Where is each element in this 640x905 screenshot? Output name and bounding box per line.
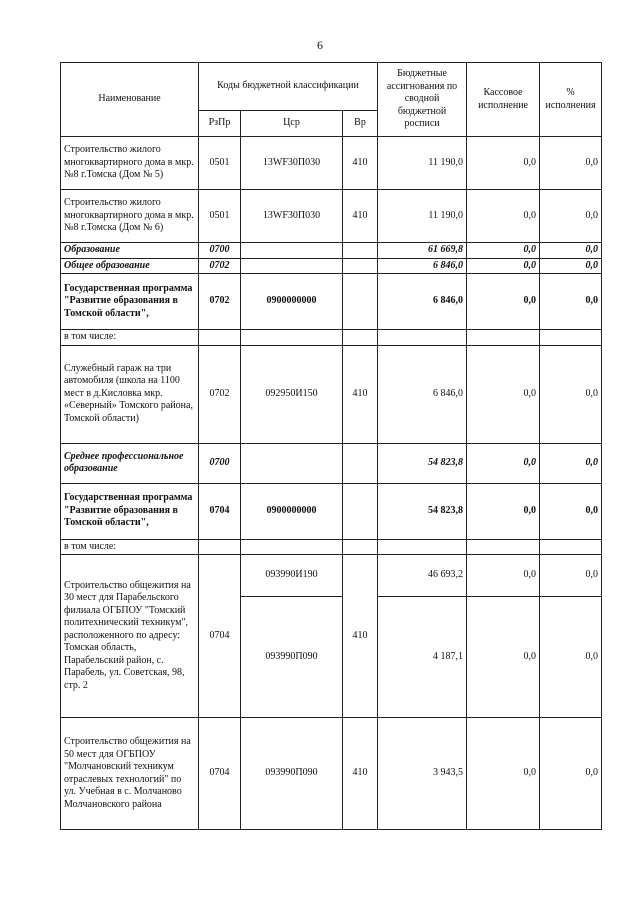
row-rzpr: 0700 xyxy=(199,443,241,483)
row-name: в том числе: xyxy=(61,330,199,346)
table-row xyxy=(61,190,602,243)
table-row xyxy=(61,345,602,443)
budget-table xyxy=(60,62,602,830)
row-vr xyxy=(343,243,378,259)
row-cash: 0,0 xyxy=(467,443,540,483)
row-cash: 0,0 xyxy=(467,555,540,597)
header-name: Наименование xyxy=(61,63,199,137)
row-cash: 0,0 xyxy=(467,718,540,830)
row-rzpr: 0501 xyxy=(199,137,241,190)
row-rzpr xyxy=(199,330,241,346)
row-percent xyxy=(540,330,602,346)
row-allocation: 11 190,0 xyxy=(378,190,467,243)
row-rzpr: 0704 xyxy=(199,555,241,718)
row-cash: 0,0 xyxy=(467,137,540,190)
table-row xyxy=(61,330,602,346)
row-name: Строительство жилого многоквартирного дома в мкр.№8 г.Томска (Дом № 6) xyxy=(61,190,199,243)
row-name: Государственная программа "Развитие образования в Томской области", xyxy=(61,274,199,330)
row-percent xyxy=(540,539,602,555)
row-vr: 410 xyxy=(343,718,378,830)
row-name: Среднее профессиональное образование xyxy=(61,443,199,483)
row-csr: 13WF30П030 xyxy=(241,190,343,243)
row-csr xyxy=(241,258,343,274)
row-csr: 093990И190 xyxy=(241,555,343,597)
row-csr: 0900000000 xyxy=(241,483,343,539)
row-allocation: 54 823,8 xyxy=(378,443,467,483)
row-vr: 410 xyxy=(343,345,378,443)
row-percent: 0,0 xyxy=(540,718,602,830)
row-rzpr: 0700 xyxy=(199,243,241,259)
row-allocation: 61 669,8 xyxy=(378,243,467,259)
row-percent: 0,0 xyxy=(540,555,602,597)
row-percent: 0,0 xyxy=(540,137,602,190)
row-csr: 0900000000 xyxy=(241,274,343,330)
row-name: Общее образование xyxy=(61,258,199,274)
row-name: Образование xyxy=(61,243,199,259)
row-cash: 0,0 xyxy=(467,274,540,330)
row-cash: 0,0 xyxy=(467,243,540,259)
row-allocation: 4 187,1 xyxy=(378,597,467,718)
header-rzpr: РзПр xyxy=(199,111,241,137)
row-vr: 410 xyxy=(343,555,378,718)
row-csr: 092950И150 xyxy=(241,345,343,443)
table-row xyxy=(61,718,602,830)
header-vr: Вр xyxy=(343,111,378,137)
row-allocation xyxy=(378,330,467,346)
row-rzpr: 0704 xyxy=(199,483,241,539)
table-row xyxy=(61,539,602,555)
row-allocation: 11 190,0 xyxy=(378,137,467,190)
row-rzpr: 0702 xyxy=(199,274,241,330)
header-percent: % исполнения xyxy=(540,63,602,137)
row-vr: 410 xyxy=(343,137,378,190)
row-cash: 0,0 xyxy=(467,483,540,539)
row-cash xyxy=(467,330,540,346)
row-allocation: 3 943,5 xyxy=(378,718,467,830)
row-rzpr: 0704 xyxy=(199,718,241,830)
row-csr xyxy=(241,443,343,483)
row-vr xyxy=(343,258,378,274)
header-csr: Цср xyxy=(241,111,343,137)
row-percent: 0,0 xyxy=(540,483,602,539)
table-row xyxy=(61,243,602,259)
row-csr xyxy=(241,539,343,555)
header-codes-group: Коды бюджетной классификации xyxy=(199,63,378,111)
row-vr xyxy=(343,330,378,346)
row-name: Строительство общежития на 30 мест для Парабельского филиала ОГБПОУ "Томский политехнический техникум", расположенного по адресу: Томская область, Парабельский район, с. Парабель, ул. Советская, 98, стр. 2 xyxy=(61,555,199,718)
row-percent: 0,0 xyxy=(540,258,602,274)
row-name: Строительство общежития на 50 мест для ОГБПОУ "Молчановский техникум отраслевых технологий" по ул. Учебная в с. Молчаново Молчановского района xyxy=(61,718,199,830)
table-row xyxy=(61,258,602,274)
header-allocations: Бюджетные ассигнования по сводной бюджетной росписи xyxy=(378,63,467,137)
header-cash: Кассовое исполнение xyxy=(467,63,540,137)
row-rzpr: 0501 xyxy=(199,190,241,243)
row-percent: 0,0 xyxy=(540,243,602,259)
row-rzpr xyxy=(199,539,241,555)
row-allocation: 6 846,0 xyxy=(378,258,467,274)
row-allocation: 6 846,0 xyxy=(378,345,467,443)
row-vr xyxy=(343,274,378,330)
header-row-top xyxy=(61,63,602,111)
row-rzpr: 0702 xyxy=(199,345,241,443)
row-csr xyxy=(241,243,343,259)
row-cash: 0,0 xyxy=(467,345,540,443)
row-csr: 093990П090 xyxy=(241,718,343,830)
row-allocation: 46 693,2 xyxy=(378,555,467,597)
row-percent: 0,0 xyxy=(540,190,602,243)
row-csr xyxy=(241,330,343,346)
page-number: 6 xyxy=(317,38,323,52)
row-percent: 0,0 xyxy=(540,443,602,483)
row-vr xyxy=(343,443,378,483)
row-cash: 0,0 xyxy=(467,258,540,274)
row-name: Государственная программа "Развитие образования в Томской области", xyxy=(61,483,199,539)
table-row xyxy=(61,555,602,597)
row-name: в том числе: xyxy=(61,539,199,555)
row-vr: 410 xyxy=(343,190,378,243)
row-csr: 13WF30П030 xyxy=(241,137,343,190)
row-percent: 0,0 xyxy=(540,597,602,718)
table-row xyxy=(61,483,602,539)
row-csr: 093990П090 xyxy=(241,597,343,718)
row-name: Строительство жилого многоквартирного дома в мкр.№8 г.Томска (Дом № 5) xyxy=(61,137,199,190)
row-cash: 0,0 xyxy=(467,190,540,243)
row-vr xyxy=(343,539,378,555)
table-row xyxy=(61,443,602,483)
row-rzpr: 0702 xyxy=(199,258,241,274)
row-vr xyxy=(343,483,378,539)
table-row xyxy=(61,137,602,190)
row-allocation xyxy=(378,539,467,555)
row-allocation: 6 846,0 xyxy=(378,274,467,330)
row-percent: 0,0 xyxy=(540,345,602,443)
row-allocation: 54 823,8 xyxy=(378,483,467,539)
table-row xyxy=(61,274,602,330)
row-cash: 0,0 xyxy=(467,597,540,718)
row-percent: 0,0 xyxy=(540,274,602,330)
row-cash xyxy=(467,539,540,555)
row-name: Служебный гараж на три автомобиля (школа на 1100 мест в д.Кисловка мкр. «Северный» Томского района, Томской области) xyxy=(61,345,199,443)
